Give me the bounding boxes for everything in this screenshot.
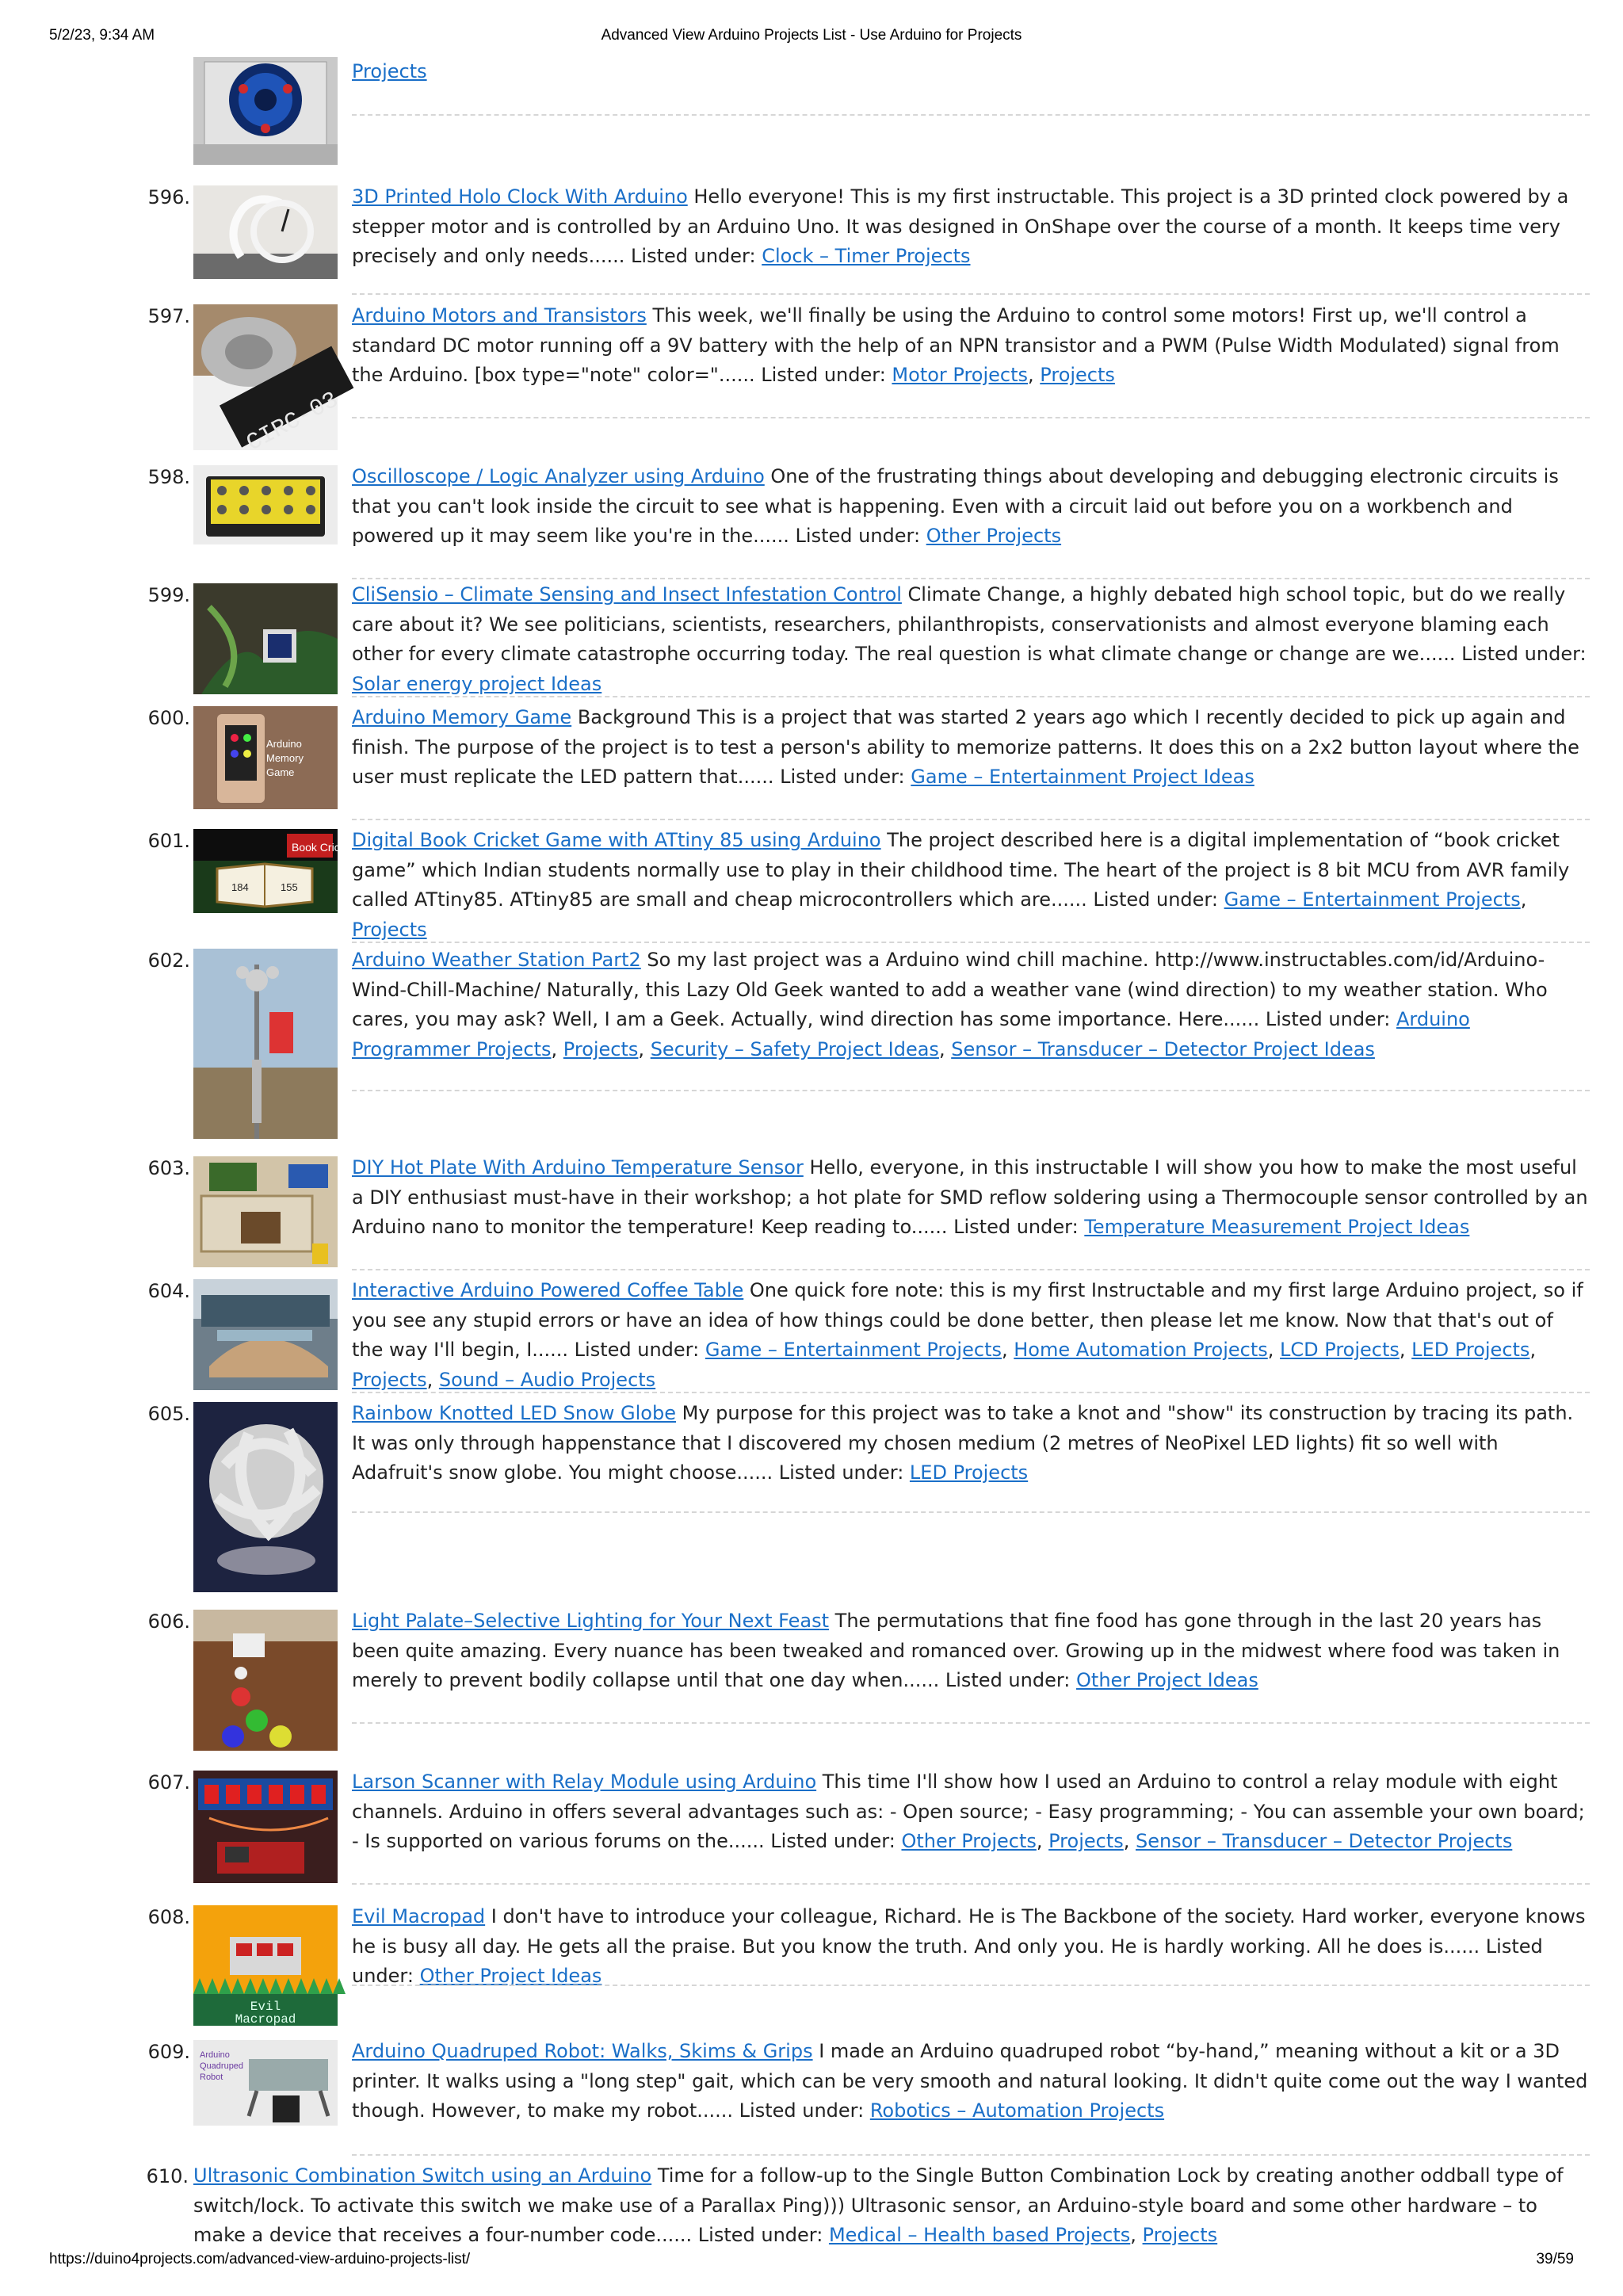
category-separator: ,: [638, 1037, 651, 1060]
category-link[interactable]: Projects: [352, 1368, 427, 1391]
project-title-link[interactable]: Interactive Arduino Powered Coffee Table: [352, 1279, 744, 1301]
svg-text:Book Cricket: Book Cricket: [292, 841, 355, 854]
item-body: [352, 826, 1590, 945]
project-excerpt: Hello everyone! This is my first instructable. This project is a 3D printed clock powered by a stepper motor and is controlled by an Arduino Uno. It was designed in OnShape over the course of a month. It keeps time very precisely and only needs...... Listed under:: [352, 185, 1569, 267]
item-thumbnail[interactable]: [193, 1610, 338, 1751]
category-separator: ,: [426, 1368, 439, 1391]
item-number: 609.: [147, 2041, 190, 2063]
thumbnail-image: [193, 465, 338, 544]
item-body: [352, 1767, 1590, 1857]
print-page-title: Advanced View Arduino Projects List - Use Arduino for Projects: [601, 27, 1022, 44]
print-datetime: 5/2/23, 9:34 AM: [49, 27, 155, 44]
svg-text:Evil: Evil: [250, 2000, 281, 2014]
item-body: [352, 2037, 1590, 2126]
category-link[interactable]: Sensor – Transducer – Detector Project Ideas: [951, 1037, 1375, 1060]
project-title-link[interactable]: Rainbow Knotted LED Snow Globe: [352, 1402, 676, 1424]
category-link[interactable]: Projects: [1048, 1830, 1124, 1852]
category-link[interactable]: Game – Entertainment Projects: [705, 1339, 1002, 1361]
item-body: [352, 1153, 1590, 1243]
svg-text:Arduino: Arduino: [200, 2050, 230, 2060]
item-thumbnail[interactable]: [193, 1402, 338, 1592]
svg-text:Robot: Robot: [200, 2073, 223, 2082]
item-separator: [352, 1392, 1590, 1393]
item-number: 600.: [147, 707, 190, 729]
item-separator: [352, 417, 1590, 418]
item-body: [352, 1606, 1590, 1696]
category-link[interactable]: Projects: [563, 1037, 639, 1060]
project-excerpt: Time for a follow-up to the Single Button Combination Lock by creating another oddball type of switch/lock. To activate this switch we make use of a Parallax Ping))) Ultrasonic sensor, an Arduino-style board and some other hardware – to make a device that receives a four-number code...... Listed under:: [193, 2164, 1564, 2246]
category-separator: ,: [1028, 364, 1041, 386]
category-link[interactable]: Solar energy project Ideas: [352, 672, 602, 695]
thumbnail-image: [193, 829, 355, 913]
item-thumbnail[interactable]: [193, 1905, 338, 2026]
svg-text:Quadruped: Quadruped: [200, 2061, 244, 2071]
item-number: 608.: [147, 1906, 190, 1928]
item-thumbnail[interactable]: [193, 1771, 338, 1883]
category-link[interactable]: LCD Projects: [1280, 1339, 1400, 1361]
category-link[interactable]: Security – Safety Project Ideas: [650, 1037, 939, 1060]
item-thumbnail[interactable]: [193, 829, 355, 913]
item-body: [352, 182, 1590, 272]
svg-text:Arduino: Arduino: [266, 738, 302, 750]
category-link[interactable]: Projects: [352, 60, 427, 82]
category-separator: ,: [1399, 1339, 1412, 1361]
item-body: [352, 462, 1590, 552]
item-thumbnail[interactable]: [193, 304, 344, 458]
item-number: 610.: [146, 2165, 189, 2187]
item-number: 605.: [147, 1403, 190, 1425]
project-excerpt: This time I'll show how I used an Arduino to control a relay module with eight channels. Arduino in offers several advantages such as: - Open source; - Easy programming; - You can assemble your own board; - Is supported on various forums on the...... Listed under:: [352, 1771, 1585, 1852]
category-link[interactable]: Clock – Timer Projects: [762, 245, 971, 267]
print-footer: [49, 2251, 1574, 2270]
item-thumbnail[interactable]: [193, 1279, 338, 1390]
item-thumbnail[interactable]: [193, 2040, 338, 2126]
item-body: [193, 2161, 1590, 2251]
category-separator: ,: [1130, 2224, 1143, 2246]
thumbnail-image: [193, 949, 338, 1139]
project-title-link[interactable]: Ultrasonic Combination Switch using an Arduino: [193, 2164, 652, 2187]
category-link[interactable]: Temperature Measurement Project Ideas: [1084, 1216, 1470, 1238]
thumbnail-image: [193, 583, 338, 694]
item-separator: [352, 2154, 1590, 2156]
item-separator: [352, 1985, 1590, 1986]
item-number: 604.: [147, 1280, 190, 1302]
project-title-link[interactable]: Arduino Motors and Transistors: [352, 304, 647, 327]
item-number: 599.: [147, 584, 190, 606]
category-link[interactable]: Other Projects: [926, 525, 1062, 547]
project-title-link[interactable]: 3D Printed Holo Clock With Arduino: [352, 185, 688, 208]
thumbnail-image: [193, 1402, 338, 1592]
item-number: 602.: [147, 949, 190, 972]
item-thumbnail: [193, 57, 338, 165]
item-thumbnail[interactable]: [193, 185, 338, 279]
category-link[interactable]: Other Projects: [901, 1830, 1037, 1852]
item-separator: [352, 578, 1590, 579]
category-link[interactable]: Other Project Ideas: [419, 1965, 602, 1987]
category-link[interactable]: Game – Entertainment Projects: [1224, 888, 1521, 911]
category-separator: ,: [1267, 1339, 1281, 1361]
item-number: 601.: [147, 830, 190, 852]
item-thumbnail[interactable]: [193, 1156, 338, 1267]
svg-text:155: 155: [281, 881, 298, 893]
project-title-link[interactable]: Oscilloscope / Logic Analyzer using Arduino: [352, 465, 765, 487]
project-title-link[interactable]: DIY Hot Plate With Arduino Temperature Sensor: [352, 1156, 804, 1179]
project-title-link[interactable]: Arduino Quadruped Robot: Walks, Skims & Grips: [352, 2040, 813, 2062]
print-url: https://duino4projects.com/advanced-view-arduino-projects-list/: [49, 2251, 471, 2267]
item-number: 597.: [147, 305, 190, 327]
project-title-link[interactable]: Evil Macropad: [352, 1905, 486, 1927]
item-thumbnail[interactable]: [193, 583, 338, 694]
item-thumbnail[interactable]: [193, 465, 338, 544]
project-excerpt: Hello, everyone, in this instructable I will show you how to make the most useful a DIY enthusiast must-have in their workshop; a hot plate for SMD reflow soldering using a Thermocouple sensor controlled by an Arduino nano to monitor the temperature! Keep reading to...... Listed under:: [352, 1156, 1588, 1238]
item-number: 598.: [147, 466, 190, 488]
list-item-fragment: [49, 57, 1541, 168]
item-body: [352, 946, 1590, 1064]
item-body: [352, 1399, 1590, 1488]
thumbnail-image: [193, 1905, 338, 2026]
print-page-number: 39/59: [1536, 2251, 1574, 2267]
project-title-link[interactable]: Arduino Weather Station Part2: [352, 949, 641, 971]
item-thumbnail[interactable]: [193, 706, 338, 809]
category-link[interactable]: Other Project Ideas: [1076, 1669, 1258, 1691]
category-link[interactable]: Projects: [352, 918, 427, 941]
item-separator: [352, 114, 1590, 116]
category-link[interactable]: Motor Projects: [892, 364, 1029, 386]
category-link[interactable]: Projects: [1142, 2224, 1218, 2246]
project-excerpt: Background This is a project that was started 2 years ago which I recently decided to pick up again and finish. The purpose of the project is to test a person's ability to memorize patterns. It does this on a 2x2 button layout where the user must replicate the LED pattern that...... Listed under:: [352, 706, 1579, 788]
project-excerpt: I don't have to introduce your colleague, Richard. He is The Backbone of the society. Hard worker, everyone knows he is busy all day. He gets all the praise. But you know the truth. And only you. He is hardly working. All he does is...... Listed under:: [352, 1905, 1586, 1987]
item-number: 603.: [147, 1157, 190, 1179]
category-link[interactable]: LED Projects: [909, 1461, 1029, 1484]
project-title-link[interactable]: CliSensio – Climate Sensing and Insect Infestation Control: [352, 583, 902, 606]
category-separator: ,: [551, 1037, 563, 1060]
project-excerpt: One quick fore note: this is my first Instructable and my first large Arduino project, so if you see any stupid errors or have an idea of how things could be done better, then please let me know. Now that that's out of the way I'll begin, I...... Listed under:: [352, 1279, 1583, 1361]
item-body: [352, 580, 1590, 699]
project-excerpt: This week, we'll finally be using the Arduino to control some motors! First up, we'll control a standard DC motor running off a 9V battery with the help of an NPN transistor and a PWM (Pulse Width Modulated) signal from the Arduino. [box type="note" color="...... Listed under:: [352, 304, 1560, 386]
thumbnail-image: [193, 1279, 338, 1390]
item-body: [352, 1276, 1590, 1395]
item-separator: [352, 696, 1590, 697]
item-separator: [352, 1269, 1590, 1270]
project-excerpt: The project described here is a digital implementation of “book cricket game” which Indian students normally use to play in their childhood time. The heart of the project is 8 bit MCU from AVR family called ATtiny85. ATtiny85 are small and cheap microcontrollers which are...... Listed under:: [352, 829, 1570, 911]
category-link[interactable]: Sensor – Transducer – Detector Projects: [1136, 1830, 1513, 1852]
item-number: 606.: [147, 1610, 190, 1633]
category-link[interactable]: Home Automation Projects: [1014, 1339, 1268, 1361]
item-number: 596.: [147, 186, 190, 208]
category-separator: ,: [1123, 1830, 1136, 1852]
thumbnail-image: [193, 2040, 338, 2126]
project-excerpt: One of the frustrating things about developing and debugging electronic circuits is that you can't look inside the circuit to see what is happening. Even with a circuit laid out before you on a workbench and powered up it may seem like you're in the...... Listed under:: [352, 465, 1559, 547]
project-excerpt: The permutations that fine food has gone through in the last 20 years has been quite amazing. Every nuance has been tweaked and romanced over. Growing up in the midwest where food was taken in merely to prevent bodily collapse until that one day when...... Listed under:: [352, 1610, 1560, 1691]
category-link[interactable]: LED Projects: [1411, 1339, 1530, 1361]
item-separator: [352, 293, 1590, 295]
thumbnail-image: [193, 185, 338, 279]
category-link[interactable]: Robotics – Automation Projects: [869, 2099, 1165, 2122]
item-separator: [352, 1722, 1590, 1724]
category-link[interactable]: Game – Entertainment Project Ideas: [911, 766, 1254, 788]
category-separator: ,: [938, 1037, 952, 1060]
item-number: 607.: [147, 1771, 190, 1794]
item-separator: [352, 1511, 1590, 1513]
project-excerpt: Climate Change, a highly debated high school topic, but do we really care about it? We see politicians, scientists, researchers, philanthropists, conservationists and almost everyone blaming each other for every climate catastrophe occurring today. The real question is what climate change or change are we...... Listed under:: [352, 583, 1587, 665]
category-separator: ,: [1036, 1830, 1049, 1852]
thumbnail-image: [193, 1771, 338, 1883]
category-link[interactable]: Sound – Audio Projects: [438, 1368, 656, 1391]
svg-text:Macropad: Macropad: [235, 2012, 296, 2027]
category-link[interactable]: Arduino Programmer Projects: [352, 1008, 1470, 1060]
project-title-link[interactable]: Larson Scanner with Relay Module using Arduino: [352, 1771, 817, 1793]
item-separator: [352, 942, 1590, 943]
item-separator: [352, 1883, 1590, 1885]
item-body: [352, 1902, 1590, 1992]
thumbnail-image: [193, 706, 338, 809]
project-excerpt: My purpose for this project was to take a knot and "show" its construction by tracing its path. It was only through happenstance that I discovered my chosen medium (2 metres of NeoPixel LED lights) fit so well with Adafruit's snow globe. You might choose...... Listed under:: [352, 1402, 1574, 1484]
category-separator: ,: [1001, 1339, 1014, 1361]
item-thumbnail[interactable]: [193, 949, 338, 1139]
project-excerpt: So my last project was a Arduino wind chill machine. http://www.instructables.com/id/Arduino-Wind-Chill-Machine/ Naturally, this Lazy Old Geek wanted to add a weather vane (wind direction) to my weather station. Who cares, you may ask? Well, I am a Geek. Actually, wind direction has some importance. Here...... Listed under:: [352, 949, 1548, 1030]
item-separator: [352, 819, 1590, 820]
svg-text:CIRC-03: CIRC-03: [242, 387, 344, 458]
project-title-link[interactable]: Light Palate–Selective Lighting for Your Next Feast: [352, 1610, 830, 1632]
category-separator: ,: [1520, 888, 1527, 911]
thumbnail-image: [193, 1156, 338, 1267]
thumbnail-image: [193, 1610, 338, 1751]
category-separator: ,: [1529, 1339, 1537, 1361]
item-body: [352, 703, 1590, 793]
item-separator: [352, 1090, 1590, 1091]
project-excerpt: I made an Arduino quadruped robot “by-hand,” meaning without a kit or a 3D printer. It walks using a "long step" gait, which can be very smooth and natural looking. It didn't quite come out the way I wanted though. However, to make my robot...... Listed under:: [352, 2040, 1588, 2122]
category-link[interactable]: Medical – Health based Projects: [828, 2224, 1131, 2246]
project-title-link[interactable]: Digital Book Cricket Game with ATtiny 85 using Arduino: [352, 829, 881, 851]
svg-text:184: 184: [231, 881, 249, 893]
thumbnail-image: [193, 304, 344, 458]
project-title-link[interactable]: Arduino Memory Game: [352, 706, 572, 728]
svg-text:Memory: Memory: [266, 752, 304, 764]
category-link[interactable]: Projects: [1040, 364, 1115, 386]
thumbnail-image: [193, 57, 338, 165]
svg-text:Game: Game: [266, 766, 295, 778]
item-body: [352, 301, 1590, 391]
